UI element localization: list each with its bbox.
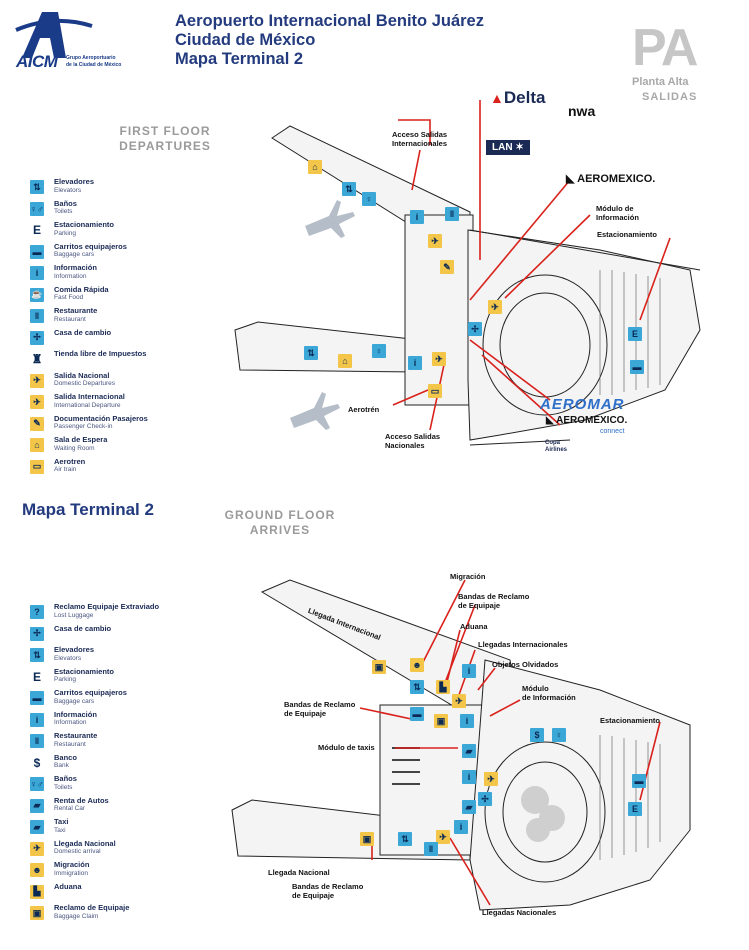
waiting-room-icon: ⌂ [308,160,322,174]
legend-item [30,372,148,392]
legend-item [30,221,148,241]
domestic-departure-icon: ✈ [432,352,446,366]
legend-label [54,732,97,749]
legend-label [54,264,97,281]
baggage-claim-icon: ▣ [360,832,374,846]
restaurant-icon: ǁ [30,734,44,748]
legend-item [30,458,148,478]
legend-label-es: Renta de Autos [54,795,109,805]
waiting-room-icon: ⌂ [338,354,352,368]
lost-luggage-icon: ? [30,605,44,619]
baggage-cart-icon: ▬ [632,774,646,788]
lower-floor-label-1: GROUND FLOOR [224,508,336,522]
legend-label-en: Domestic arrival [54,848,101,855]
baggage-cart-icon: ▬ [30,245,44,259]
air-train-icon: ▭ [428,384,442,398]
floor-badge-line-1: Planta Alta [632,76,689,88]
domestic-arrival-icon: ✈ [452,694,466,708]
check-in-icon: ✎ [440,260,454,274]
legend-label [54,415,148,432]
legend-item [30,840,159,860]
legend-label-en: Elevators [54,654,82,662]
legend-label [54,393,125,410]
legend-label-es: Baños [54,198,77,208]
lower-floor-label-2: ARRIVES [249,523,311,537]
legend-label-es: Restaurante [54,306,98,315]
toilets-icon: ♀♂ [30,779,44,789]
baggage-cart-icon: ▬ [410,707,424,721]
legend-label [54,840,116,857]
restaurant-icon: ǁ [424,842,438,856]
legend-item [30,711,159,731]
legend-item [30,436,148,456]
legend-label [54,603,159,620]
domestic-arrival-icon: ✈ [30,842,44,856]
currency-exchange-icon: ✢ [468,322,482,336]
legend-label-es: Reclamo de Equipaje [54,903,130,912]
information-icon: i [462,770,476,784]
logo-subtitle-1: Grupo Aeroportuario [66,55,116,61]
legend-label [54,668,114,685]
nwa-airline-logo: nwa [568,103,596,119]
legend-label-es: Salida Internacional [54,392,125,401]
legend-item [30,775,159,795]
domestic-arrival-icon: ✈ [436,830,450,844]
taxi-icon: ▰ [462,744,476,758]
baggage-cart-icon: ▬ [30,691,44,705]
legend-item [30,904,159,924]
legend-label-en: Baggage Claim [54,912,99,920]
label-migracion: Migración [450,572,486,581]
parking-icon: E [628,802,642,816]
currency-exchange-icon: ✢ [478,792,492,806]
legend-label [54,754,77,771]
legend-label-es: Migración [54,860,90,869]
legend-item [30,732,159,752]
legend-item [30,668,159,688]
label-acceso-salidas-internacionales: Acceso Salidas Internacionales [392,130,448,148]
legend-label-es: Documentación Pasajeros [54,413,148,423]
label-modulo-taxis: Módulo de taxis [318,743,375,752]
upper-floor-label-2: DEPARTURES [119,139,211,153]
section-title: Mapa Terminal 2 [22,500,154,519]
legend-label [54,286,109,303]
legend-label [54,904,129,921]
legend-label-en: Rental Car [54,805,86,812]
immigration-icon: ☻ [30,863,44,877]
legend-label-en: Passenger Check-in [54,423,113,430]
legend-item [30,625,159,645]
toilets-icon: ♀ [552,728,566,742]
label-llegadas-internacionales: Llegadas Internacionales [478,640,568,649]
legend-label-es: Restaurante [54,731,98,740]
legend-label-es: Información [54,263,97,272]
legend-label [54,818,68,835]
elevator-icon: ⇅ [342,182,356,196]
elevator-icon: ⇅ [398,832,412,846]
legend-label-en: Restaurant [54,740,86,748]
legend-label [54,372,115,389]
customs-icon: ▙ [436,680,450,694]
logo-subtitle-2: de la Ciudad de México [66,62,122,68]
legend-label [54,221,114,238]
immigration-icon: ☻ [410,658,424,672]
legend-label-en: Parking [54,676,77,683]
label-aduana: Aduana [460,622,488,631]
label-acceso-salidas-nacionales: Acceso Salidas Nacionales [385,432,441,450]
waiting-room-icon: ⌂ [30,438,44,452]
legend-label-en: Fast Food [54,294,84,301]
domestic-arrival-icon: ✈ [484,772,498,786]
legend-label-en: Restaurant [54,315,86,323]
baggage-claim-icon: ▣ [30,906,44,920]
elevator-icon: ⇅ [30,648,44,662]
information-icon: i [462,664,476,678]
domestic-departure-icon: ✈ [30,374,44,388]
legend-label [54,243,127,260]
elevator-icon: ⇅ [30,180,44,194]
domestic-departure-icon: ✈ [488,300,502,314]
elevator-icon: ⇅ [304,346,318,360]
legend-label-es: Llegada Nacional [54,838,116,848]
international-departure-icon: ✈ [30,395,44,409]
duty-free-icon: ♜ [31,352,43,366]
legend-label [54,307,97,324]
check-in-icon: ✎ [30,417,44,431]
upper-legend [30,178,148,479]
fast-food-icon: ☕ [30,288,44,302]
legend-label [54,329,111,338]
legend-label-en: Baggage cars [54,251,95,258]
legend-label-es: Baños [54,774,77,783]
information-icon: i [454,820,468,834]
legend-label-es: Estacionamiento [54,666,115,676]
legend-label-es: Elevadores [54,645,95,654]
legend-label-es: Carritos equipajeros [54,241,127,251]
baggage-claim-icon: ▣ [434,714,448,728]
legend-label-en: Toilets [54,783,73,791]
page-title-line-2: Ciudad de México [175,31,316,49]
information-icon: i [408,356,422,370]
legend-label-es: Comida Rápida [54,284,109,294]
information-icon: i [410,210,424,224]
label-aerotren: Aerotrén [348,405,380,414]
legend-label-es: Casa de cambio [54,327,112,337]
legend-label-es: Información [54,709,97,719]
label-bandas-reclamo-top: Bandas de Reclamo de Equipaje [458,592,530,610]
legend-item [30,393,148,413]
rental-car-icon: ▰ [462,800,476,814]
legend-item [30,307,148,327]
legend-label-en: Lost Luggage [54,611,94,619]
currency-exchange-icon: ✢ [30,331,44,345]
legend-label [54,711,97,728]
legend-label-es: Reclamo Equipaje Extraviado [54,602,160,611]
label-llegadas-nacionales: Llegadas Nacionales [482,908,557,917]
lower-legend [30,603,159,926]
legend-label [54,797,109,814]
legend-label [54,646,94,663]
legend-label [54,458,85,475]
legend-item [30,329,148,349]
legend-label-es: Aerotren [54,456,86,466]
lan-star-icon: ✶ [515,142,524,153]
bank-icon: $ [30,756,44,770]
legend-label-en: Domestic Departures [54,380,116,387]
legend-label [54,861,89,878]
legend-label-es: Salida Nacional [54,370,110,380]
toilets-icon: ♀ [372,344,386,358]
legend-item [30,178,148,198]
baggage-cart-icon: ▬ [630,360,644,374]
bank-icon: $ [530,728,544,742]
label-estacionamiento: Estacionamiento [597,230,658,239]
parking-icon: E [30,223,44,237]
aeromar-airline-logo: AEROMAR [540,396,625,413]
restaurant-icon: ǁ [445,207,459,221]
information-icon: i [30,713,44,727]
floor-badge-line-2: SALIDAS [642,91,698,103]
legend-label-es: Aduana [54,881,82,891]
label-modulo-informacion: Módulo de Información [596,204,639,222]
legend-label-es: Sala de Espera [54,435,108,444]
legend-label-es: Carritos equipajeros [54,688,127,697]
parking-icon: E [628,327,642,341]
customs-icon: ▙ [30,885,44,899]
legend-label-en: Taxi [54,826,66,834]
restaurant-icon: ǁ [30,309,44,323]
label-llegada-internacional-road: Llegada Internacional [306,606,382,643]
eagle-icon: ◣ [546,415,554,426]
label-llegada-nacional-road: Llegada Nacional [268,868,330,877]
legend-item [30,350,148,370]
legend-label-en: Waiting Room [54,444,95,452]
label-estacionamiento: Estacionamiento [600,716,661,725]
legend-label [54,350,146,359]
legend-label-en: Bank [54,762,69,769]
legend-label [54,436,107,453]
legend-label-es: Elevadores [54,177,95,186]
copa-airline-logo: Copa Airlines [545,440,568,453]
legend-label [54,200,77,217]
label-bandas-reclamo-left: Bandas de Reclamo de Equipaje [284,700,356,718]
legend-item [30,689,159,709]
legend-label-es: Tienda libre de Impuestos [54,349,147,358]
legend-label-es: Estacionamiento [54,220,115,229]
floor-badge-code: PA [632,19,697,77]
lan-airline-logo: LAN ✶ [486,140,530,155]
label-modulo-informacion: Módulo de Información [522,684,576,702]
legend-label-en: Elevators [54,186,82,194]
information-icon: i [460,714,474,728]
toilets-icon: ♀ [362,192,376,206]
legend-label-en: Immigration [54,869,88,877]
legend-label-en: International Departure [54,401,121,409]
legend-item [30,797,159,817]
rental-car-icon: ▰ [30,799,44,813]
eagle-icon: ◣ [566,173,575,185]
legend-label-en: Information [54,272,87,280]
logo-wordmark: AICM [16,52,58,71]
legend-label-es: Taxi [54,817,69,826]
aircraft-icon [290,200,355,430]
legend-label-en: Baggage cars [54,697,95,705]
legend-item [30,646,159,666]
legend-item [30,243,148,263]
legend-item [30,754,159,774]
legend-label [54,625,111,634]
legend-label-es: Banco [54,752,77,762]
page-title-line-1: Aeropuerto Internacional Benito Juárez [175,12,484,30]
information-icon: i [30,266,44,280]
legend-label [54,883,82,892]
legend-item [30,861,159,881]
upper-floor-label-1: FIRST FLOOR [119,124,211,138]
aeromexico-connect-logo: ◣ AEROMEXICO. [546,415,628,426]
page-title-line-3: Mapa Terminal 2 [175,50,304,68]
legend-item [30,818,159,838]
delta-airline-logo: ▲Delta [490,88,546,107]
legend-label-en: Information [54,719,87,726]
international-departure-icon: ✈ [428,234,442,248]
delta-triangle-icon: ▲ [490,90,504,106]
currency-exchange-icon: ✢ [30,627,44,641]
taxi-icon: ▰ [30,820,44,834]
toilets-icon: ♀♂ [30,203,44,214]
legend-label-en: Parking [54,229,77,237]
baggage-claim-icon: ▣ [372,660,386,674]
label-bandas-reclamo-bottom: Bandas de Reclamo de Equipaje [292,882,364,900]
legend-label-en: Air train [54,466,77,473]
elevator-icon: ⇅ [410,680,424,694]
legend-label-en: Toilets [54,208,73,215]
legend-label-es: Casa de cambio [54,623,112,633]
legend-item [30,264,148,284]
legend-label [54,775,77,792]
label-objetos-olvidados: Objetos Olvidados [492,660,559,669]
legend-item [30,883,159,903]
legend-item [30,415,148,435]
legend-item [30,200,148,220]
parking-icon: E [30,670,44,684]
aeromexico-airline-logo: ◣ AEROMEXICO. [566,173,656,185]
legend-label [54,178,94,195]
air-train-icon: ▭ [30,460,44,474]
legend-label [54,689,127,706]
connect-label: connect [600,428,625,435]
legend-item [30,603,159,623]
legend-item [30,286,148,306]
